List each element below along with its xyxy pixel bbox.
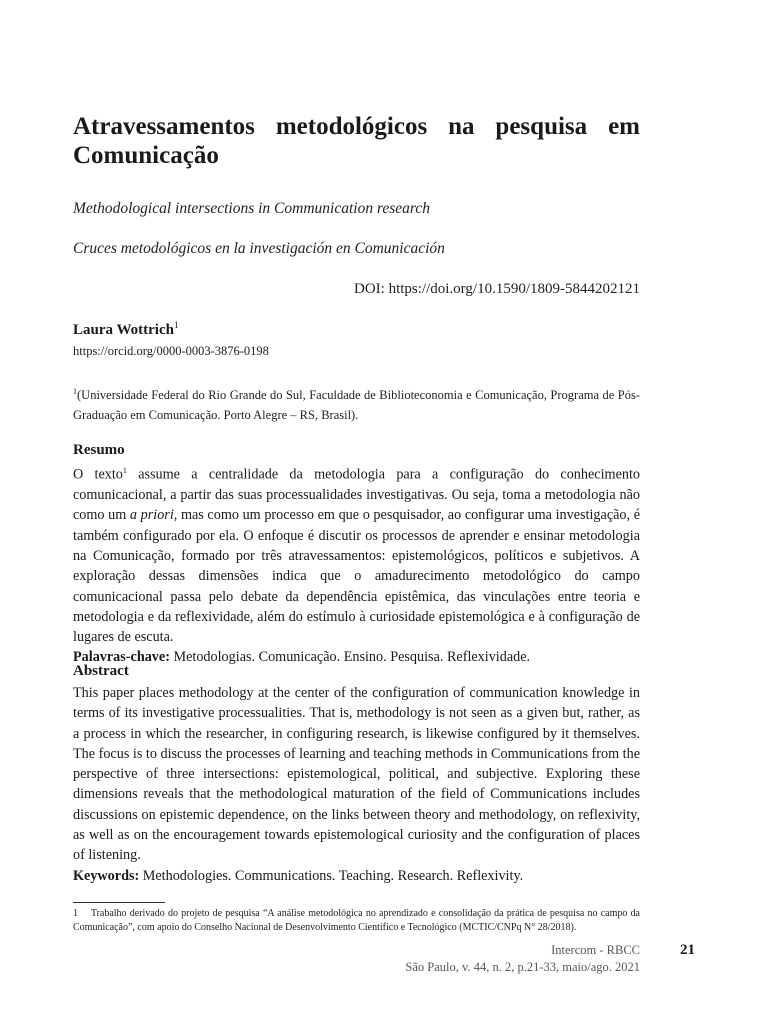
affiliation-marker: 1 (73, 387, 77, 396)
article-title: Atravessamentos metodológicos na pesquisa em Comunicação (73, 113, 640, 169)
affiliation-text: (Universidade Federal do Rio Grande do Sul, Faculdade de Biblioteconomia e Comunicação, Programa de Pós-Graduação em Comunicação. Porto Alegre – RS, Brasil). (73, 388, 640, 423)
footnote (73, 907, 640, 935)
doi-link[interactable]: DOI: https://doi.org/10.1590/1809-5844202121 (354, 281, 640, 297)
footnote-ref-marker[interactable]: 1 (122, 466, 127, 475)
page-number: 21 (680, 942, 695, 958)
resumo-text-start: O texto (73, 466, 123, 483)
journal-footer (405, 942, 640, 976)
abstract-paragraph (73, 683, 640, 886)
resumo-paragraph (73, 461, 640, 668)
palavras-chave-list: Metodologias. Comunicação. Ensino. Pesquisa. Reflexividade. (169, 649, 531, 666)
author-affiliation (73, 382, 640, 425)
author-name-text: Laura Wottrich (73, 322, 174, 338)
journal-citation: São Paulo, v. 44, n. 2, p.21-33, maio/ago. 2021 (405, 960, 640, 974)
title-spanish: Cruces metodológicos en la investigación en Comunicación (73, 240, 445, 257)
resumo-text-end: , mas como um processo em que o pesquisador, ao configurar uma investigação, é também configurado por ela. O enfoque é discutir os processos de aprender e ensinar metodologia na Comunicação, formado por três atravessamentos: epistemológicos, políticos e subjetivos. A exploração dessas dimensões indica que o amadurecimento metodológico do campo comunicacional passa pelo debate da dependência epistêmica, das vinculações entre teoria e metodologia e da reflexividade, além do estímulo à curiosidade epistemológica e à configuração de lugares de escuta. (73, 507, 640, 646)
title-english: Methodological intersections in Communication research (73, 200, 431, 217)
orcid-link[interactable]: https://orcid.org/0000-0003-3876-0198 (73, 344, 269, 358)
footnote-text: Trabalho derivado do projeto de pesquisa “A análise metodológica no aprendizado e consolidação da prática de pesquisa no campo da Comunicação”, com apoio do Conselho Nacional de Desenvolvimento Científico e Tecnológico (MCTIC/CNPq N° 28/2018). (73, 908, 640, 933)
palavras-chave-label: Palavras-chave: (73, 649, 170, 666)
keywords-list: Methodologies. Communications. Teaching. Research. Reflexivity. (139, 867, 524, 884)
author-name (73, 320, 178, 339)
abstract-text: This paper places methodology at the center of the configuration of communication knowledge in terms of its investigative processualities. That is, methodology is not seen as a given but, rather, as a process in which the researcher, in configuring research, is likewise configured by it themselves. The focus is to discuss the processes of learning and teaching methods in Communications from the perspective of three intersections: epistemological, political, and subjective. Exploring these dimensions reveals that the methodological maturation of the field of Communications includes discussions on epistemic dependence, on the links between theory and methodology, on reflexivity, as well as on the encouragement towards epistemological curiosity and the configuration of places of listening. (73, 685, 640, 864)
footnote-number: 1 (73, 908, 78, 919)
footnote-divider (73, 902, 165, 903)
keywords-label: Keywords: (73, 867, 140, 884)
resumo-italic-term: a priori (129, 507, 174, 524)
abstract-heading: Abstract (73, 663, 129, 679)
resumo-heading: Resumo (73, 442, 125, 458)
journal-name: Intercom - RBCC (551, 943, 640, 957)
resumo-text-middle: assume a centralidade da metodologia para a configuração do conhecimento comunicacional, a partir das suas processualidades investigativas. Ou seja, toma a metodologia não como um (73, 466, 640, 524)
author-footnote-marker: 1 (173, 320, 179, 330)
